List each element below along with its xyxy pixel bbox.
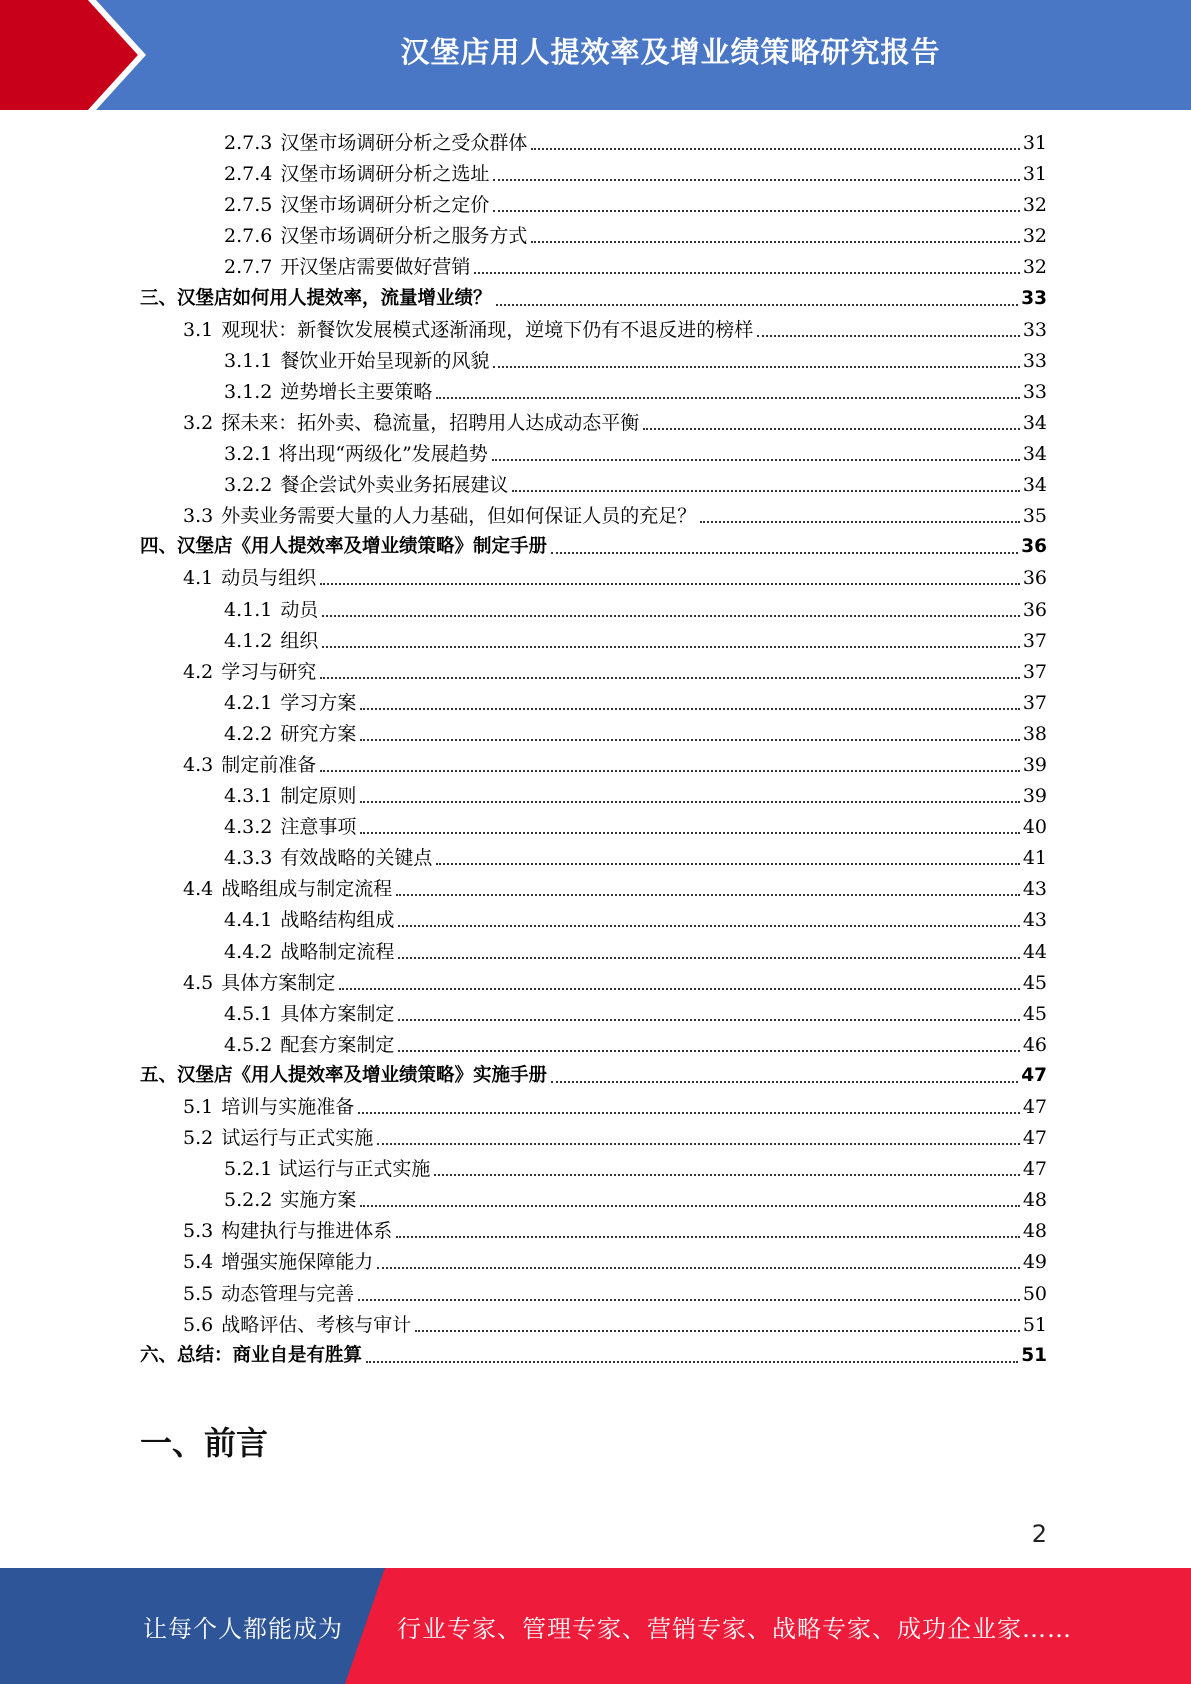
toc-entry-number: 4.3.3 <box>224 847 273 870</box>
toc-entry-page: 34 <box>1022 443 1047 466</box>
toc-dot-leader <box>360 832 1019 834</box>
toc-entry-title: 增强实施保障能力 <box>221 1251 374 1274</box>
toc-entry-title: 制定原则 <box>280 785 357 808</box>
toc-entry-label <box>224 380 432 404</box>
toc-entry-number: 4.2.2 <box>224 722 273 745</box>
toc-dot-leader <box>757 335 1020 337</box>
toc-entry[interactable] <box>140 1184 1047 1215</box>
toc-dot-leader <box>398 1019 1019 1021</box>
toc-entry-title: 具体方案制定 <box>280 1002 395 1025</box>
toc-entry-number: 3.3 <box>183 505 214 528</box>
toc-entry[interactable] <box>140 158 1047 189</box>
table-of-contents <box>140 127 1047 1371</box>
header-red-arrow-shape <box>0 0 150 110</box>
toc-entry-page: 39 <box>1022 753 1047 776</box>
toc-entry-label <box>224 442 488 466</box>
toc-entry-label <box>183 504 696 528</box>
toc-entry-number: 4.3 <box>183 753 214 776</box>
toc-entry-title: 试运行与正式实施 <box>221 1127 374 1150</box>
toc-entry[interactable] <box>140 562 1047 593</box>
toc-entry-label <box>224 691 356 715</box>
toc-entry[interactable] <box>140 127 1047 158</box>
toc-entry-label <box>140 287 492 311</box>
toc-entry-number: 4.4.1 <box>224 909 273 932</box>
toc-entry-number: 5.3 <box>183 1220 214 1243</box>
toc-entry[interactable] <box>140 1153 1047 1184</box>
toc-entry-title: 战略结构组成 <box>280 909 395 932</box>
toc-entry-label <box>224 846 432 870</box>
toc-dot-leader <box>360 739 1019 741</box>
footer-slogan-left: 让每个人都能成为 <box>143 1614 343 1643</box>
toc-entry-page: 31 <box>1022 163 1047 186</box>
toc-entry[interactable] <box>140 904 1047 935</box>
toc-entry-page: 46 <box>1022 1033 1047 1056</box>
toc-entry-page: 41 <box>1022 847 1047 870</box>
footer-slogan-right: 行业专家、管理专家、营销专家、战略专家、成功企业家…… <box>397 1614 1072 1643</box>
toc-entry-title: 研究方案 <box>280 722 357 745</box>
toc-dot-leader <box>339 988 1020 990</box>
toc-entry-page: 44 <box>1022 940 1047 963</box>
toc-entry-label <box>224 940 394 964</box>
toc-dot-leader <box>320 770 1020 772</box>
toc-entry-page: 48 <box>1022 1189 1047 1212</box>
toc-entry-title: 逆势增长主要策略 <box>280 380 433 403</box>
toc-entry-page: 36 <box>1022 598 1047 621</box>
toc-entry-title: 学习与研究 <box>221 660 317 683</box>
toc-entry-page: 48 <box>1022 1220 1047 1243</box>
toc-entry-label <box>224 629 318 653</box>
toc-entry-title: 战略制定流程 <box>280 940 395 963</box>
toc-entry-number: 4.3.2 <box>224 816 273 839</box>
toc-entry-page: 35 <box>1022 505 1047 528</box>
toc-entry-page: 33 <box>1021 287 1047 309</box>
toc-entry[interactable] <box>140 407 1047 438</box>
toc-entry-label <box>224 908 394 932</box>
toc-entry-label <box>224 784 356 808</box>
toc-entry-number: 4.1.2 <box>224 629 273 652</box>
toc-entry[interactable] <box>140 593 1047 624</box>
toc-entry-label <box>183 877 392 901</box>
toc-entry-number: 5.2 <box>183 1127 214 1150</box>
toc-entry-title: 有效战略的关键点 <box>280 847 433 870</box>
toc-entry-number: 4.1 <box>183 567 214 590</box>
toc-entry-page: 47 <box>1022 1096 1047 1118</box>
toc-entry[interactable] <box>140 842 1047 873</box>
toc-entry-number: 2.7.7 <box>224 256 273 279</box>
toc-entry-title: 探未来：拓外卖、稳流量，招聘用人达成动态平衡 <box>221 411 640 434</box>
toc-entry[interactable] <box>140 189 1047 220</box>
toc-entry-page: 45 <box>1022 1002 1047 1025</box>
toc-dot-leader <box>415 1330 1020 1332</box>
toc-dot-leader <box>320 677 1020 679</box>
toc-entry-title: 3.2.1 将出现“两级化”发展趋势 <box>224 443 488 466</box>
toc-entry[interactable] <box>140 967 1047 998</box>
toc-dot-leader <box>322 646 1019 648</box>
toc-dot-leader <box>396 894 1020 896</box>
toc-dot-leader <box>531 148 1019 150</box>
toc-entry[interactable] <box>140 314 1047 345</box>
toc-entry-label <box>183 1095 354 1119</box>
toc-entry[interactable] <box>140 1246 1047 1277</box>
toc-entry-title: 外卖业务需要大量的人力基础，但如何保证人员的充足？ <box>221 505 697 528</box>
page-header <box>0 0 1191 110</box>
toc-entry-page: 38 <box>1022 722 1047 745</box>
toc-dot-leader <box>360 801 1019 803</box>
toc-entry-label <box>183 1219 392 1243</box>
toc-entry-title: 具体方案制定 <box>221 971 336 994</box>
toc-entry-title: 动员与组织 <box>221 567 317 590</box>
toc-entry-number: 4.3.1 <box>224 785 273 808</box>
toc-entry-number: 2.7.5 <box>224 194 273 217</box>
toc-entry[interactable] <box>140 1215 1047 1246</box>
toc-entry-number: 4.5.2 <box>224 1033 273 1056</box>
toc-entry-number: 3.1 <box>183 318 214 341</box>
toc-entry-page: 32 <box>1022 194 1047 217</box>
toc-entry-title: 5.2.1 试运行与正式实施 <box>224 1158 431 1181</box>
toc-entry-page: 33 <box>1022 318 1047 341</box>
toc-entry-label <box>224 1002 394 1026</box>
toc-entry-number: 3.2 <box>183 411 214 434</box>
toc-entry-title: 餐饮业开始呈现新的风貌 <box>280 349 490 372</box>
toc-entry[interactable] <box>140 718 1047 749</box>
toc-entry-page: 50 <box>1022 1282 1047 1305</box>
toc-entry-page: 37 <box>1022 691 1047 714</box>
toc-entry-title: 组织 <box>280 629 319 652</box>
toc-entry-page: 33 <box>1022 349 1047 372</box>
toc-dot-leader <box>322 615 1019 617</box>
toc-entry-label <box>183 1250 373 1274</box>
toc-entry-title: 培训与实施准备 <box>221 1096 355 1118</box>
toc-entry-page: 51 <box>1021 1344 1047 1366</box>
toc-entry-number: 5.1 <box>183 1096 214 1118</box>
toc-entry-title: 动员 <box>280 598 319 621</box>
toc-entry-title: 实施方案 <box>280 1189 357 1212</box>
toc-entry-number: 5.6 <box>183 1313 214 1336</box>
toc-entry-title: 注意事项 <box>280 816 357 839</box>
toc-entry-page: 34 <box>1022 411 1047 434</box>
toc-dot-leader <box>320 583 1020 585</box>
toc-entry-page: 31 <box>1022 132 1047 155</box>
toc-entry[interactable] <box>140 780 1047 811</box>
toc-entry-page: 32 <box>1022 225 1047 248</box>
toc-entry[interactable] <box>140 811 1047 842</box>
toc-entry[interactable] <box>140 1060 1047 1091</box>
toc-dot-leader <box>377 1267 1020 1269</box>
toc-entry-label <box>183 1313 411 1337</box>
toc-entry[interactable] <box>140 500 1047 531</box>
toc-entry-page: 37 <box>1022 629 1047 652</box>
toc-entry-number: 4.5.1 <box>224 1002 273 1025</box>
toc-entry[interactable] <box>140 1029 1047 1060</box>
toc-entry-number: 4.1.1 <box>224 598 273 621</box>
toc-entry-label <box>183 1282 354 1306</box>
toc-entry[interactable] <box>140 251 1047 282</box>
toc-entry-page: 51 <box>1022 1313 1047 1336</box>
toc-entry-number: 2.7.3 <box>224 132 273 155</box>
toc-entry[interactable] <box>140 625 1047 656</box>
toc-dot-leader <box>493 210 1019 212</box>
toc-entry-page: 34 <box>1022 474 1047 497</box>
toc-entry-number: 3.1.1 <box>224 349 273 372</box>
toc-dot-leader <box>531 241 1019 243</box>
toc-entry-number: 4.2 <box>183 660 214 683</box>
page-footer <box>0 1568 1191 1684</box>
toc-entry-label <box>183 971 335 995</box>
toc-dot-leader <box>512 490 1019 492</box>
toc-entry[interactable] <box>140 345 1047 376</box>
toc-entry-page: 47 <box>1021 1064 1047 1086</box>
toc-dot-leader <box>366 1361 1018 1363</box>
toc-entry-label <box>224 1157 430 1181</box>
toc-entry[interactable] <box>140 749 1047 780</box>
toc-entry-number: 2.7.6 <box>224 225 273 248</box>
toc-entry-label <box>140 1064 547 1088</box>
toc-entry-label <box>224 722 356 746</box>
toc-entry-title: 汉堡市场调研分析之定价 <box>280 194 490 217</box>
toc-entry-page: 36 <box>1021 536 1047 558</box>
toc-entry-label <box>183 566 316 590</box>
toc-entry-label <box>183 411 639 435</box>
toc-dot-leader <box>377 1143 1020 1145</box>
toc-entry-label <box>224 162 489 186</box>
toc-entry-number: 3.1.2 <box>224 380 273 403</box>
toc-dot-leader <box>398 957 1019 959</box>
toc-entry-label <box>224 1188 356 1212</box>
toc-entry[interactable] <box>140 531 1047 562</box>
toc-entry-label <box>224 349 489 373</box>
toc-dot-leader <box>436 863 1019 865</box>
toc-dot-leader <box>493 179 1019 181</box>
toc-entry-title: 制定前准备 <box>221 753 317 776</box>
toc-entry[interactable] <box>140 873 1047 904</box>
toc-entry-number: 4.4.2 <box>224 940 273 963</box>
toc-dot-leader <box>358 1299 1020 1301</box>
toc-entry-number: 2.7.4 <box>224 163 273 186</box>
toc-entry-title: 观现状：新餐饮发展模式逐渐涌现，逆境下仍有不退反进的榜样 <box>221 318 754 341</box>
section-heading: 一、前言 <box>140 1424 269 1462</box>
toc-entry[interactable] <box>140 1091 1047 1122</box>
toc-dot-leader <box>551 552 1018 554</box>
toc-dot-leader <box>551 1081 1018 1083</box>
toc-entry-page: 47 <box>1022 1127 1047 1150</box>
toc-entry-title: 战略组成与制定流程 <box>221 878 393 901</box>
toc-entry-title: 汉堡市场调研分析之受众群体 <box>280 132 528 155</box>
toc-entry-label <box>183 753 316 777</box>
toc-entry-title: 构建执行与推进体系 <box>221 1220 393 1243</box>
toc-entry-title: 战略评估、考核与审计 <box>221 1313 412 1336</box>
toc-entry[interactable] <box>140 282 1047 313</box>
toc-dot-leader <box>398 1050 1019 1052</box>
toc-entry-title: 汉堡市场调研分析之服务方式 <box>280 225 528 248</box>
toc-dot-leader <box>360 708 1019 710</box>
toc-entry[interactable] <box>140 1277 1047 1308</box>
toc-entry[interactable] <box>140 656 1047 687</box>
toc-entry-page: 37 <box>1022 660 1047 683</box>
toc-entry-page: 45 <box>1022 971 1047 994</box>
toc-entry[interactable] <box>140 376 1047 407</box>
toc-dot-leader <box>493 366 1019 368</box>
toc-entry-title: 配套方案制定 <box>280 1033 395 1056</box>
toc-dot-leader <box>398 925 1019 927</box>
toc-entry-label <box>224 473 508 497</box>
toc-dot-leader <box>360 1205 1019 1207</box>
toc-entry-number: 5.5 <box>183 1282 214 1305</box>
toc-dot-leader <box>700 521 1020 523</box>
toc-entry[interactable] <box>140 438 1047 469</box>
toc-entry-title: 动态管理与完善 <box>221 1282 355 1305</box>
toc-entry-page: 49 <box>1022 1251 1047 1274</box>
toc-entry-page: 47 <box>1022 1158 1047 1181</box>
toc-entry[interactable] <box>140 1340 1047 1371</box>
toc-dot-leader <box>434 1174 1019 1176</box>
toc-entry-label <box>224 224 527 248</box>
toc-entry-number: 4.5 <box>183 971 214 994</box>
toc-entry-page: 32 <box>1022 256 1047 279</box>
toc-entry-title: 四、汉堡店《用人提效率及增业绩策略》制定手册 <box>140 536 548 558</box>
toc-entry-title: 餐企尝试外卖业务拓展建议 <box>280 474 509 497</box>
toc-entry-label <box>224 598 318 622</box>
toc-entry-page: 33 <box>1022 380 1047 403</box>
toc-entry-title: 汉堡市场调研分析之选址 <box>280 163 490 186</box>
toc-entry-label <box>224 131 527 155</box>
toc-entry-label <box>224 193 489 217</box>
toc-dot-leader <box>492 459 1020 461</box>
toc-entry-number: 5.2.2 <box>224 1189 273 1212</box>
toc-entry-number: 5.4 <box>183 1251 214 1274</box>
toc-entry-title: 开汉堡店需要做好营销 <box>280 256 471 279</box>
toc-entry[interactable] <box>140 998 1047 1029</box>
toc-entry-number: 4.4 <box>183 878 214 901</box>
page-number: 2 <box>1031 1520 1047 1548</box>
toc-entry-label <box>140 1344 362 1368</box>
toc-dot-leader <box>643 428 1020 430</box>
toc-entry-number: 3.2.2 <box>224 474 273 497</box>
toc-entry[interactable] <box>140 469 1047 500</box>
toc-entry-page: 40 <box>1022 816 1047 839</box>
toc-dot-leader <box>358 1112 1020 1114</box>
toc-entry-label <box>140 535 547 559</box>
toc-entry-page: 43 <box>1022 909 1047 932</box>
toc-entry[interactable] <box>140 1122 1047 1153</box>
toc-entry-number: 4.2.1 <box>224 691 273 714</box>
toc-entry-title: 六、总结：商业自是有胜算 <box>140 1344 363 1366</box>
toc-entry-page: 36 <box>1022 567 1047 590</box>
toc-dot-leader <box>396 1236 1020 1238</box>
toc-entry-label <box>183 660 316 684</box>
toc-entry-title: 三、汉堡店如何用人提效率，流量增业绩？ <box>140 287 492 309</box>
toc-entry-title: 五、汉堡店《用人提效率及增业绩策略》实施手册 <box>140 1064 548 1086</box>
toc-entry-page: 43 <box>1022 878 1047 901</box>
toc-entry-page: 39 <box>1022 785 1047 808</box>
toc-entry-title: 学习方案 <box>280 691 357 714</box>
toc-entry-label <box>183 318 753 342</box>
toc-entry[interactable] <box>140 220 1047 251</box>
document-title: 汉堡店用人提效率及增业绩策略研究报告 <box>400 34 941 69</box>
toc-entry-label <box>224 815 356 839</box>
toc-entry-label <box>183 1126 373 1150</box>
toc-dot-leader <box>474 272 1019 274</box>
toc-entry-label <box>224 1033 394 1057</box>
toc-dot-leader <box>436 397 1019 399</box>
toc-dot-leader <box>496 304 1019 306</box>
toc-entry[interactable] <box>140 1309 1047 1340</box>
toc-entry[interactable] <box>140 935 1047 966</box>
toc-entry[interactable] <box>140 687 1047 718</box>
toc-entry-label <box>224 255 470 279</box>
